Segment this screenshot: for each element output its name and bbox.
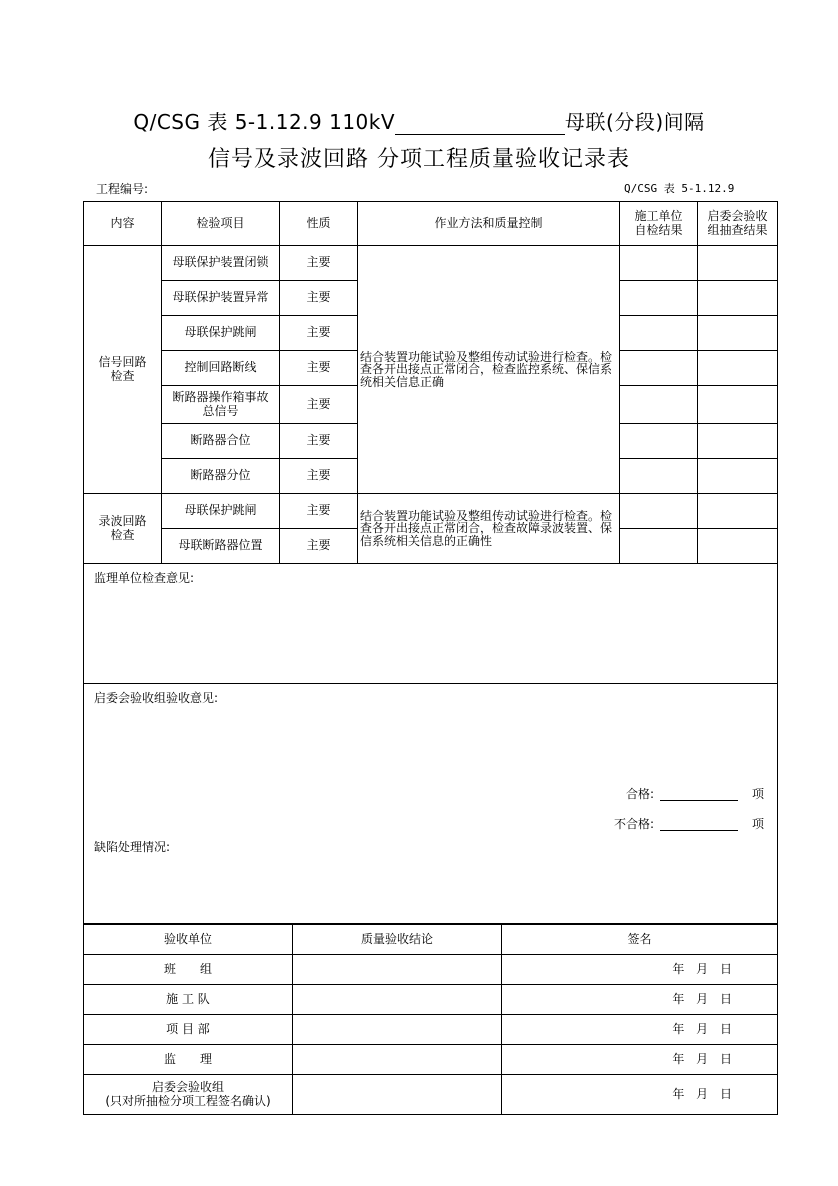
title-prefix: Q/CSG 表 5-1.12.9 110kV [133,110,396,134]
nature: 主要 [280,316,358,351]
check-item: 控制回路断线 [162,351,280,386]
header-spot-check: 启委会验收组抽查结果 [698,202,778,246]
spot-check-cell[interactable] [698,424,778,459]
signature-date[interactable]: 年 月 日 [502,985,778,1015]
header-content: 内容 [84,202,162,246]
method-text: 结合装置功能试验及整组传动试验进行检查。检查各开出接点正常闭合，检查监控系统、保信系统相关信息正确 [358,246,620,494]
self-check-cell[interactable] [620,316,698,351]
self-check-cell[interactable] [620,386,698,424]
check-item: 母联断路器位置 [162,529,280,564]
inspection-table [83,201,778,924]
check-item: 母联保护装置闭锁 [162,246,280,281]
method-text: 结合装置功能试验及整组传动试验进行检查。检查各开出接点正常闭合，检查故障录波装置、保信系统相关信息的正确性 [358,494,620,564]
signature-date[interactable]: 年 月 日 [502,1045,778,1075]
sign-row [84,985,778,1015]
sign-unit: 施 工 队 [84,985,293,1015]
fail-count-line [612,818,764,831]
sign-row [84,1075,778,1115]
self-check-cell[interactable] [620,351,698,386]
signature-date[interactable]: 年 月 日 [502,955,778,985]
spot-check-cell[interactable] [698,246,778,281]
sign-header-signature: 签名 [502,925,778,955]
sign-unit [84,1075,293,1115]
interval-name-blank[interactable] [395,112,565,135]
self-check-cell[interactable] [620,246,698,281]
check-item: 断路器分位 [162,459,280,494]
self-check-cell[interactable] [620,424,698,459]
committee-opinion-label: 启委会验收组验收意见: [94,691,219,705]
nature: 主要 [280,424,358,459]
spot-check-cell[interactable] [698,386,778,424]
defect-label: 缺陷处理情况: [94,840,171,854]
conclusion-cell[interactable] [293,1075,502,1115]
pass-count-line [612,788,764,801]
check-item: 断路器合位 [162,424,280,459]
sign-row [84,1015,778,1045]
spot-check-cell[interactable] [698,459,778,494]
committee-opinion-row [84,684,778,924]
conclusion-cell[interactable] [293,1015,502,1045]
project-number-label: 工程编号: [96,182,149,196]
group-name: 录波回路检查 [84,494,162,564]
self-check-cell[interactable] [620,281,698,316]
fail-unit: 项 [752,817,765,831]
committee-unit: 启委会验收组 [151,1080,224,1095]
conclusion-cell[interactable] [293,955,502,985]
conclusion-cell[interactable] [293,1045,502,1075]
fail-label: 不合格: [613,817,654,831]
header-method: 作业方法和质量控制 [358,202,620,246]
supervisor-opinion-row [84,564,778,684]
spot-check-cell[interactable] [698,316,778,351]
nature: 主要 [280,281,358,316]
nature: 主要 [280,246,358,281]
nature: 主要 [280,386,358,424]
signature-date[interactable]: 年 月 日 [502,1015,778,1045]
pass-unit: 项 [752,787,765,801]
sign-unit: 项 目 部 [84,1015,293,1045]
sign-row [84,955,778,985]
signature-date[interactable]: 年 月 日 [502,1075,778,1115]
form-title-line1 [0,106,838,135]
spot-check-cell[interactable] [698,494,778,529]
nature: 主要 [280,459,358,494]
committee-opinion-box[interactable] [84,684,778,924]
header-self-check: 施工单位自检结果 [620,202,698,246]
header-nature: 性质 [280,202,358,246]
sign-header-row [84,925,778,955]
check-item: 断路器操作箱事故总信号 [162,386,280,424]
spot-check-cell[interactable] [698,351,778,386]
check-item: 母联保护跳闸 [162,316,280,351]
committee-unit-note: (只对所抽检分项工程签名确认) [105,1093,271,1108]
supervisor-opinion-label: 监理单位检查意见: [94,571,195,585]
group-name: 信号回路检查 [84,246,162,494]
spot-check-cell[interactable] [698,281,778,316]
sign-header-conclusion: 质量验收结论 [293,925,502,955]
pass-label: 合格: [625,787,654,801]
conclusion-cell[interactable] [293,985,502,1015]
nature: 主要 [280,494,358,529]
pass-count-blank[interactable] [660,788,738,801]
table-row [84,246,778,281]
self-check-cell[interactable] [620,459,698,494]
self-check-cell[interactable] [620,494,698,529]
form-title-line2: 信号及录波回路 分项工程质量验收记录表 [208,147,630,172]
supervisor-opinion-box[interactable] [84,564,778,684]
self-check-cell[interactable] [620,529,698,564]
fail-count-blank[interactable] [660,818,738,831]
sign-unit: 监 理 [84,1045,293,1075]
title-suffix: 母联(分段)间隔 [565,110,705,134]
header-item: 检验项目 [162,202,280,246]
signature-table [83,924,778,1115]
spot-check-cell[interactable] [698,529,778,564]
check-item: 母联保护装置异常 [162,281,280,316]
check-item: 母联保护跳闸 [162,494,280,529]
sign-unit: 班 组 [84,955,293,985]
sign-header-unit: 验收单位 [84,925,293,955]
form-code: Q/CSG 表 5-1.12.9 [624,182,735,195]
header-row [84,202,778,246]
table-row [84,494,778,529]
sign-row [84,1045,778,1075]
nature: 主要 [280,529,358,564]
nature: 主要 [280,351,358,386]
